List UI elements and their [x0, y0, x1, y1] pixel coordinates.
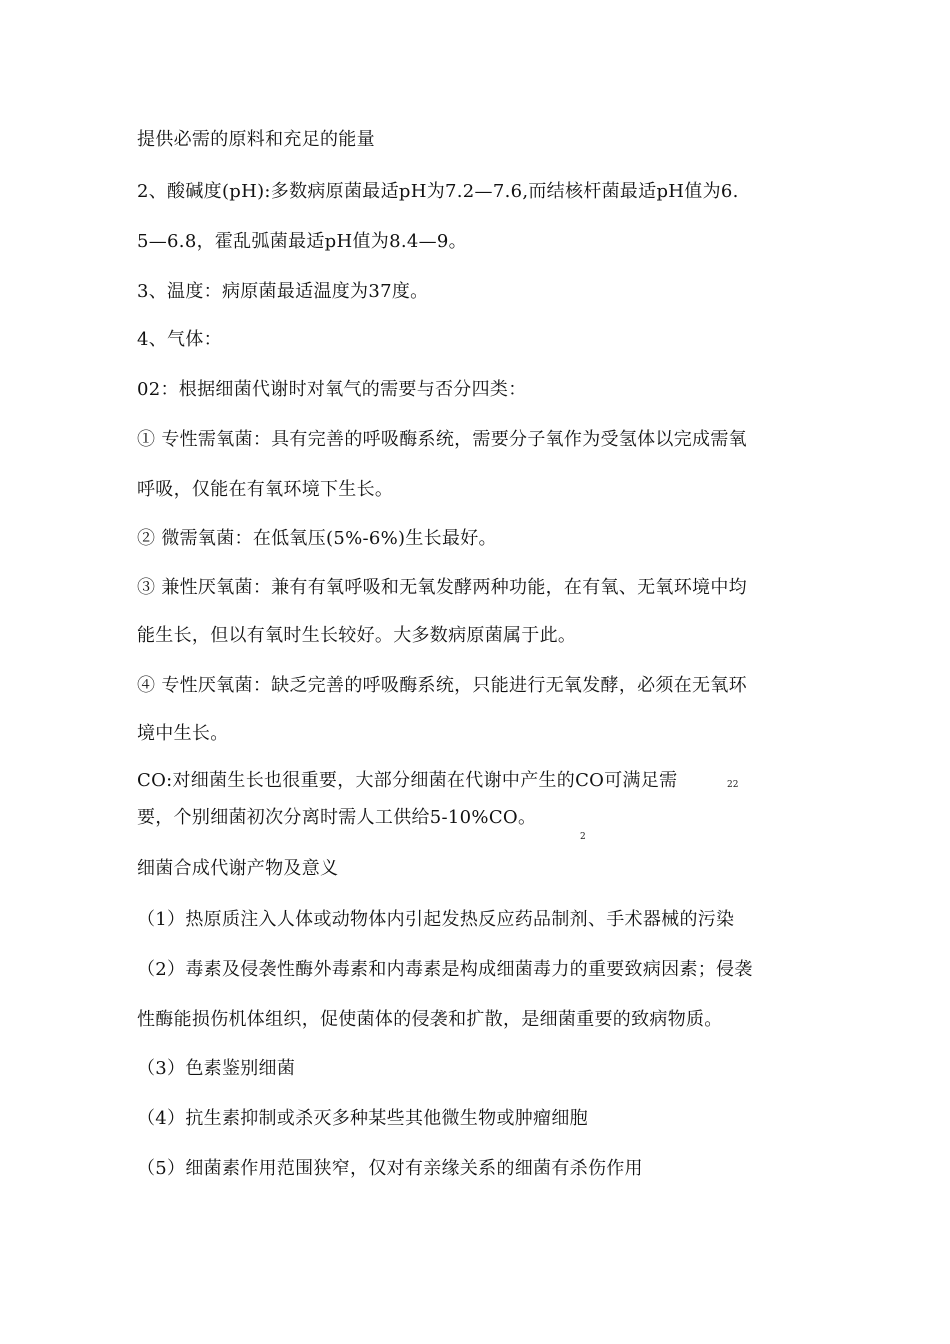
text-line: （1）热原质注入人体或动物体内引起发热反应药品制剂、手术器械的污染: [137, 909, 735, 930]
text-line: 呼吸，仅能在有氧环境下生长。: [137, 479, 394, 500]
text-line: 02：根据细菌代谢时对氧气的需要与否分四类：: [137, 379, 527, 400]
text-line: 提供必需的原料和充足的能量: [137, 129, 375, 150]
text-line: 4、气体：: [137, 329, 222, 350]
text-line: （3）色素鉴别细菌: [137, 1058, 296, 1079]
section-heading: 细菌合成代谢产物及意义: [137, 858, 339, 879]
text-line: （5）细菌素作用范围狭窄，仅对有亲缘关系的细菌有杀伤作用: [137, 1158, 643, 1179]
subscript-mark: 2: [580, 832, 586, 842]
text-line: 要，个别细菌初次分离时需人工供给5-10%CO。: [137, 807, 537, 828]
text-line: 3、温度：病原菌最适温度为37度。: [137, 281, 429, 302]
text-line: ③ 兼性厌氧菌：兼有有氧呼吸和无氧发酵两种功能，在有氧、无氧环境中均: [137, 577, 747, 598]
text-line: 性酶能损伤机体组织，促使菌体的侵袭和扩散，是细菌重要的致病物质。: [137, 1009, 723, 1030]
text-line: CO:对细菌生长也很重要，大部分细菌在代谢中产生的CO可满足需: [137, 770, 678, 791]
text-line: 境中生长。: [137, 723, 229, 744]
text-line: （2）毒素及侵袭性酶外毒素和内毒素是构成细菌毒力的重要致病因素；侵袭: [137, 959, 753, 980]
subscript-mark: 22: [727, 780, 739, 790]
text-line: ④ 专性厌氧菌：缺乏完善的呼吸酶系统，只能进行无氧发酵，必须在无氧环: [137, 675, 747, 696]
text-line: 5—6.8，霍乱弧菌最适pH值为8.4—9。: [137, 231, 467, 252]
text-line: 2、酸碱度(pH):多数病原菌最适pH为7.2—7.6,而结核杆菌最适pH值为6.: [137, 181, 739, 202]
text-line: 能生长，但以有氧时生长较好。大多数病原菌属于此。: [137, 625, 577, 646]
text-line: ② 微需氧菌：在低氧压(5%-6%)生长最好。: [137, 528, 497, 549]
text-line: （4）抗生素抑制或杀灭多种某些其他微生物或肿瘤细胞: [137, 1108, 588, 1129]
text-line: ① 专性需氧菌：具有完善的呼吸酶系统，需要分子氧作为受氢体以完成需氧: [137, 429, 747, 450]
